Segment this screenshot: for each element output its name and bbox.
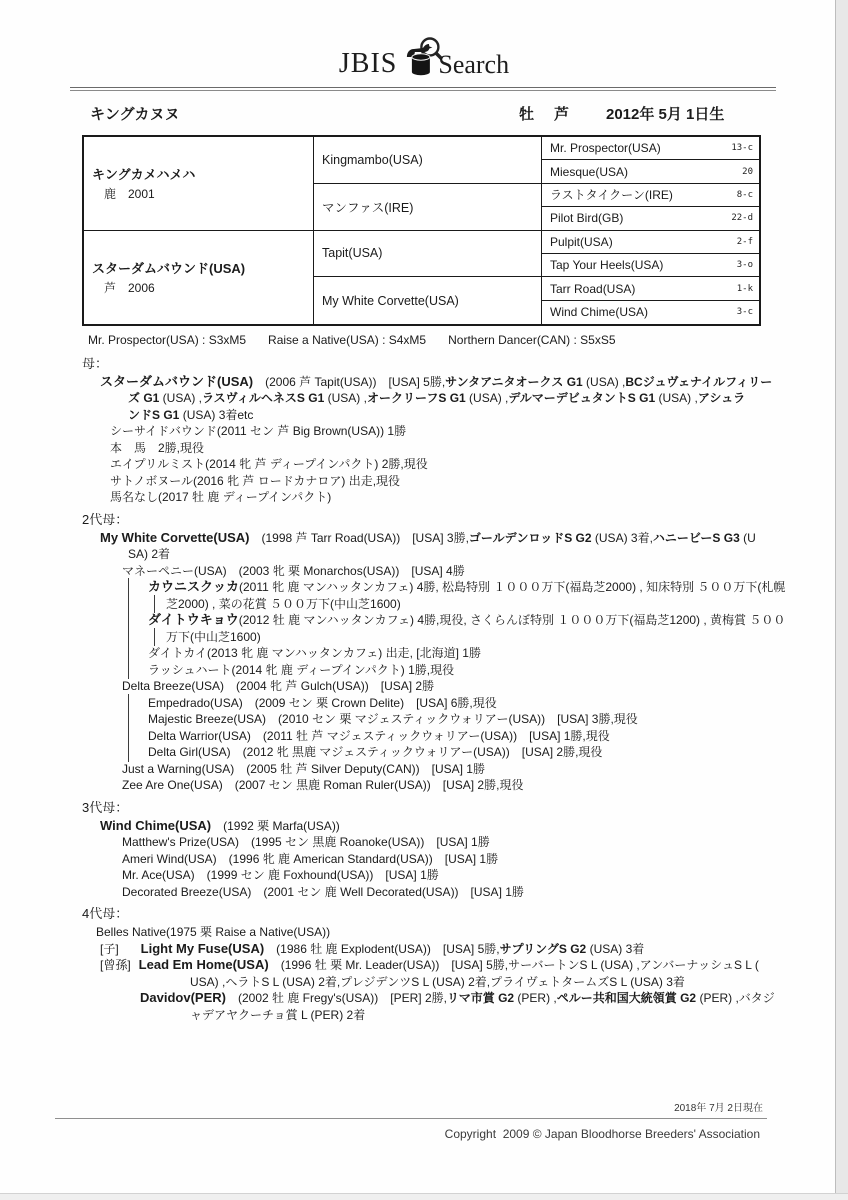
text-run: マネーペニー(USA) (2003 牝 栗 Monarchos(USA)) [USA] 4勝 [122,563,465,578]
text-run: Wind Chime(USA) [100,817,212,833]
text-run: ラスヴィルヘネスS G1 [202,391,325,405]
tree-connector-line [128,743,129,762]
pedigree-line [82,957,776,974]
pedigree-line [82,711,776,728]
text-run: Belles Native(1975 栗 Raise a Native(USA)) [96,925,331,939]
section-heading: 3代母： [82,799,129,815]
pedigree-line [82,818,776,835]
footer-divider-rule [55,1118,767,1119]
text-run: BCジュヴェナイルフィリー [625,374,773,389]
pedigree-line [82,489,776,506]
pedigree-line [82,834,776,851]
text-run: デルマーデビュタントS G1 [508,391,656,405]
pedigree-line [82,695,776,712]
pedigree-notes [82,332,786,1023]
copyright-text: Copyright 2009 © Japan Bloodhorse Breeders' Association [444,1127,760,1141]
text-run: SA) 2着 [128,547,171,561]
pedigree-line [82,867,776,884]
family-number: 22-d [731,213,753,224]
text-run: (2006 芦 Tapit(USA)) [USA] 5勝, [253,374,446,389]
jbis-horse-magnifier-icon [397,36,443,80]
family-number: 3-o [736,260,753,271]
pedigree-line [82,974,776,991]
text-run: Decorated Breeze(USA) (2001 セン 鹿 Well Decorated(USA)) [USA] 1勝 [122,884,524,899]
pedigree-line [82,662,776,679]
coat-label: 芦 [554,106,570,123]
text-run: Matthew's Prize(USA) (1995 セン 黒鹿 Roanoke(USA)) [USA] 1勝 [122,835,490,849]
gen3-name: Miesque(USA) [550,164,629,179]
text-run: (USA) , [324,391,367,405]
pedigree-line [82,990,776,1007]
pedigree-line [82,612,786,629]
pedigree-line [82,924,776,941]
dam-detail: 芦 2006 [104,281,155,296]
text-run: 芝2000) , 菜の花賞 ５００万下(中山芝1600) [166,596,401,611]
text-run: Ameri Wind(USA) (1996 牝 鹿 American Standard(USA)) [USA] 1勝 [122,851,499,866]
text-run: (1996 牡 栗 Mr. Leader(USA)) [USA] 5勝,サーバートンS L (USA) ,アンバーナッシュS L ( [268,958,759,972]
text-run: サンタアニタオークス G1 [445,374,583,389]
pedigree-line [82,530,776,547]
text-run: [子] [100,941,119,956]
text-run: オークリーフS G1 [366,391,466,405]
pedigree-line [82,546,776,563]
text-run: Light My Fuse(USA) [140,940,265,956]
gen3-name: Mr. Prospector(USA) [550,141,661,156]
text-run: [曾孫] [100,958,131,972]
pedigree-line [82,777,776,794]
text-run: ゴールデンロッドS G2 [468,530,592,545]
text-run: (USA) , [655,391,698,405]
pedigree-line [82,374,776,391]
pedigree-line [82,440,776,457]
text-run: ダイトカイ(2013 牝 鹿 マンハッタンカフェ) 出走, [北海道] 1勝 [148,646,481,660]
text-run: (USA) , [582,374,626,389]
tree-connector-line [154,628,155,647]
pedigree-line [82,423,776,440]
family-number: 13-c [731,143,753,154]
logo-jbis-text: JBIS [338,48,398,79]
text-run: 本 馬 2勝,現役 [110,440,205,455]
as-of-date: 2018年 7月 2日現在 [674,1103,763,1114]
text-run: (1992 栗 Marfa(USA)) [211,818,340,833]
horse-name: キングカヌヌ [90,106,180,123]
text-run: (PER) , [514,991,557,1005]
gen2-name: マンファス(IRE) [322,200,414,215]
gen2-name: Kingmambo(USA) [322,152,423,167]
text-run: (USA) 3着 [586,941,645,956]
text-run: (USA) , [465,391,509,405]
pedigree-table [82,135,761,326]
text-run: ャデアヤクーチョ賞 L (PER) 2着 [190,1007,366,1022]
pedigree-line [82,728,776,745]
dam-cell [84,231,314,325]
text-run: (2012 牡 鹿 マンハッタンカフェ) 4勝,現役, さくらんぼ特別 １０００万下(福島芝1200) , 黄梅賞 ５００ [238,613,786,627]
text-run: カウニスクッカ [148,579,240,594]
text-run: サプリングS G2 [499,941,587,956]
gen2-cell [314,137,542,184]
sire-name: キングカメハメハ [92,167,196,183]
text-run: リマ市賞 G2 [446,991,515,1005]
text-run: Mr. Prospector(USA) : S3xM5 [88,333,247,347]
pedigree-line [82,645,776,662]
gen2-name: Tapit(USA) [322,246,383,261]
pedigree-line [82,473,776,490]
text-run: (1998 芦 Tarr Road(USA)) [USA] 3勝, [249,530,469,545]
text-run: (PER) ,バタジ [696,991,775,1005]
family-number: 1-k [736,283,753,294]
gen3-cell [542,207,759,230]
gen3-name: Pilot Bird(GB) [550,211,624,226]
text-run: (2002 牡 鹿 Fregy's(USA)) [PER] 2勝, [225,991,447,1005]
pedigree-line [82,407,776,424]
text-run: Lead Em Home(USA) [138,957,269,972]
text-run: ダイトウキョウ [148,612,239,627]
scan-page-bottom-edge [0,1193,848,1200]
dam-name: スターダムバウンド(USA) [92,261,246,277]
pedigree-line [82,390,776,407]
pedigree-line [82,941,776,958]
text-run: Majestic Breeze(USA) (2010 セン 栗 マジェスティックウォリアー(USA)) [USA] 3勝,現役 [148,712,638,726]
gen2-cell [314,277,542,324]
pedigree-line [82,851,776,868]
section-heading: 2代母： [82,511,129,527]
pedigree-line [82,1007,776,1024]
gen3-name: ラストタイクーン(IRE) [550,188,673,203]
gen3-cell [542,160,759,183]
section-heading: 母： [82,355,109,371]
pedigree-line [82,579,786,596]
inbreeding-note [82,332,776,349]
text-run: アシュラ [697,391,746,405]
pedigree-line [82,456,776,473]
gen3-name: Tap Your Heels(USA) [550,258,664,273]
pedigree-line [82,678,776,695]
pedigree-line [82,744,776,761]
pedigree-line [82,761,776,778]
birth-date: 2012年 5月 1日生 [606,106,725,123]
family-number: 3-c [736,307,753,318]
text-run: (USA) 3着, [591,530,653,545]
sire-cell [84,137,314,231]
text-run: サトノボヌール(2016 牝 芦 ロードカナロア) 出走,現役 [110,473,401,488]
pedigree-line [82,596,776,613]
text-run: スターダムバウンド(USA) [100,373,254,389]
text-run: Just a Warning(USA) (2005 牡 芦 Silver Deputy(CAN)) [USA] 1勝 [122,761,485,776]
text-run: シーサイドバウンド(2011 セン 芦 Big Brown(USA)) 1勝 [110,424,407,438]
text-run: Delta Breeze(USA) (2004 牝 芦 Gulch(USA)) [USA] 2勝 [122,679,435,693]
gen2-cell [314,184,542,231]
text-run: 馬名なし(2017 牡 鹿 ディープインパクト) [110,490,332,504]
gen3-cell [542,231,759,254]
gen2-name: My White Corvette(USA) [322,293,459,308]
family-number: 8-c [736,189,753,200]
text-run: エイプリルミスト(2014 牝 芦 ディープインパクト) 2勝,現役 [110,457,428,471]
text-run: Zee Are One(USA) (2007 セン 黒鹿 Roman Ruler(USA)) [USA] 2勝,現役 [122,778,524,792]
family-number: 2-f [736,236,753,247]
text-run: USA) ,ヘラトS L (USA) 2着,プレジデンツS L (USA) 2着,プライヴェトタームズS L (USA) 3着 [190,974,685,989]
text-run: ズ G1 [128,391,160,405]
sire-detail: 鹿 2001 [104,187,155,202]
text-run: ラッシュハート(2014 牝 鹿 ディープインパクト) 1勝,現役 [148,662,455,677]
text-run: (USA) 3着etc [179,407,254,422]
text-run: ペルー共和国大統領賞 G2 [556,991,697,1005]
gen2-cell [314,231,542,278]
family-number: 20 [742,166,753,177]
scan-page-right-edge [835,0,848,1200]
text-run: Empedrado(USA) (2009 セン 栗 Crown Delite) [USA] 6勝,現役 [148,695,497,710]
tree-connector-line [128,661,129,680]
text-run: Northern Dancer(CAN) : S5xS5 [448,333,616,347]
text-run: Davidov(PER) [140,990,226,1005]
text-run: ハニービーS G3 [652,530,740,545]
gen3-cell [542,254,759,277]
text-run: ンドS G1 [128,407,180,422]
text-run: Delta Warrior(USA) (2011 牡 芦 マジェスティックウォリアー(USA)) [USA] 1勝,現役 [148,728,610,743]
header-divider-rule [70,87,776,91]
tree-connector-line [154,595,155,614]
jbis-search-logo [339,36,509,80]
section-heading: 4代母： [82,906,129,921]
pedigree-line [82,563,776,580]
gen3-cell [542,277,759,300]
sex-label: 牡 [519,106,535,123]
pedigree-line [82,629,776,646]
text-run: Raise a Native(USA) : S4xM5 [268,333,427,347]
gen3-name: Wind Chime(USA) [550,305,649,320]
gen3-name: Pulpit(USA) [550,234,613,249]
gen3-name: Tarr Road(USA) [550,281,636,296]
text-run: (1986 牡 鹿 Explodent(USA)) [USA] 5勝, [264,941,500,956]
pedigree-line [82,884,776,901]
gen3-cell [542,184,759,207]
text-run: Delta Girl(USA) (2012 牝 黒鹿 マジェスティックウォリアー(USA)) [USA] 2勝,現役 [148,745,603,759]
text-run: My White Corvette(USA) [100,529,250,545]
gen3-cell [542,137,759,160]
logo-search-text: Search [438,50,510,79]
text-run: Mr. Ace(USA) (1999 セン 鹿 Foxhound(USA)) [USA] 1勝 [122,868,439,882]
text-run: (U [739,530,756,545]
text-run: (USA) , [159,391,203,405]
text-run: 万下(中山芝1600) [166,629,261,644]
text-run: (2011 牝 鹿 マンハッタンカフェ) 4勝, 松島特別 １０００万下(福島芝2000) , 知床特別 ５００万下(札幌 [239,580,786,594]
gen3-cell [542,301,759,324]
